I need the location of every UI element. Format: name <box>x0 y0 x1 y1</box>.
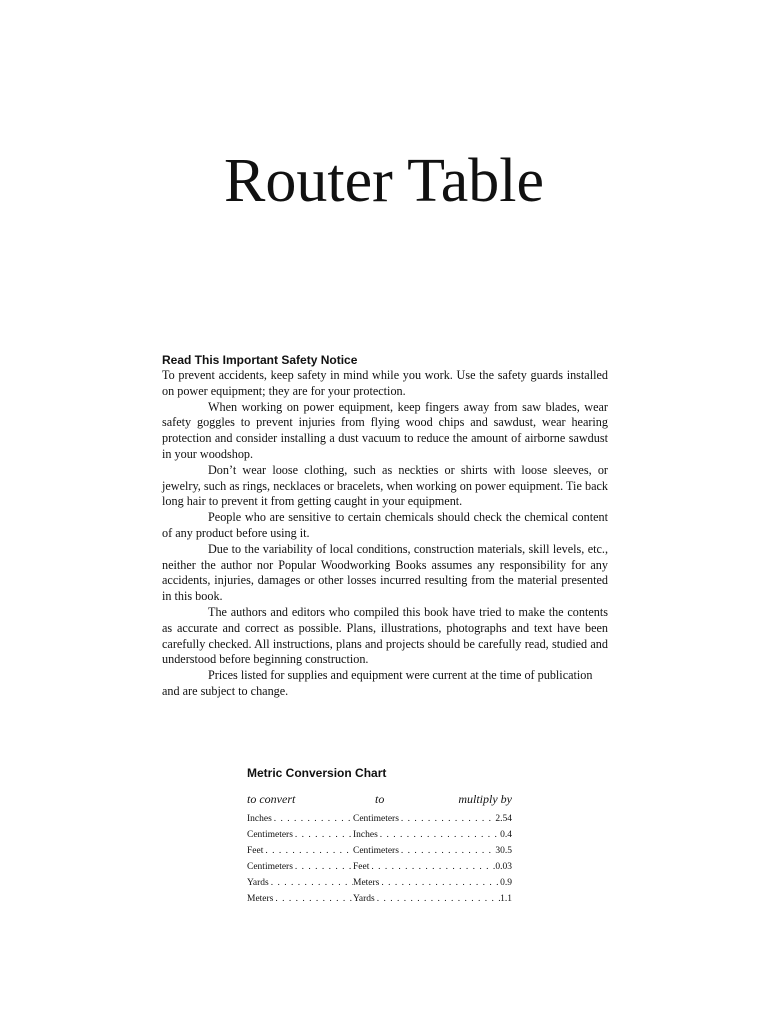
conversion-factor: 2.54 <box>495 814 512 824</box>
safety-notice-heading: Read This Important Safety Notice <box>162 353 358 367</box>
safety-paragraph: To prevent accidents, keep safety in mind while you work. Use the safety guards installed on power equipment; they are for your protection. <box>162 368 608 398</box>
conversion-to-unit: Feet <box>353 862 370 872</box>
conversion-row <box>247 875 512 891</box>
safety-paragraph: The authors and editors who compiled this book have tried to make the contents as accurate and correct as possible. Plans, illustrations, photographs and text have been carefully checked. All instructions, plans and projects should be carefully read, studied and understood before beginning construction. <box>162 604 608 667</box>
conversion-row <box>247 843 512 859</box>
conversion-from-unit: Yards <box>247 878 269 888</box>
leader-dots <box>399 811 495 827</box>
conversion-from-unit: Centimeters <box>247 862 293 872</box>
conversion-to-unit: Inches <box>353 830 378 840</box>
page-title: Router Table <box>224 147 544 215</box>
conversion-factor: 30.5 <box>495 846 512 856</box>
safety-paragraph: Prices listed for supplies and equipment were current at the time of publication and are subject to change. <box>162 668 593 698</box>
conversion-row <box>247 827 512 843</box>
column-header-to: to <box>375 792 385 806</box>
safety-paragraph: When working on power equipment, keep fingers away from saw blades, wear safety goggles to prevent injuries from flying wood chips and sawdust, wear hearing protection and consider installing a dust vacuum to reduce the amount of airborne sawdust in your woodshop. <box>162 399 608 461</box>
leader-dots <box>378 827 500 843</box>
conversion-from-unit: Meters <box>247 894 274 904</box>
conversion-factor: 1.1 <box>500 894 512 904</box>
conversion-to-unit: Centimeters <box>353 846 399 856</box>
leader-dots <box>272 811 353 827</box>
conversion-factor: 0.4 <box>500 830 512 840</box>
conversion-from-unit: Centimeters <box>247 830 293 840</box>
leader-dots <box>399 843 495 859</box>
conversion-from-unit: Inches <box>247 814 272 824</box>
leader-dots <box>369 859 495 875</box>
safety-paragraph: Don’t wear loose clothing, such as neckties or shirts with loose sleeves, or jewelry, such as rings, necklaces or bracelets, when working on power equipment. Tie back long hair to prevent it from getting caught in your equipment. <box>162 462 608 509</box>
conversion-factor: 0.03 <box>495 862 512 872</box>
leader-dots <box>379 875 500 891</box>
metric-chart-heading: Metric Conversion Chart <box>247 766 387 780</box>
leader-dots <box>269 875 353 891</box>
leader-dots <box>293 827 353 843</box>
conversion-to-unit: Meters <box>353 878 380 888</box>
conversion-row <box>247 891 512 907</box>
conversion-to-unit: Yards <box>353 894 375 904</box>
safety-notice <box>162 352 608 700</box>
conversion-row <box>247 811 512 827</box>
conversion-from-unit: Feet <box>247 846 264 856</box>
leader-dots <box>273 891 353 907</box>
conversion-to-unit: Centimeters <box>353 814 399 824</box>
safety-paragraph: Due to the variability of local conditions, construction materials, skill levels, etc., neither the author nor Popular Woodworking Books assumes any responsibility for any accidents, injuries, damages or other losses incurred resulting from the material presented in this book. <box>162 541 608 604</box>
metric-chart-column-headers <box>247 791 512 807</box>
column-header-multiply-by: multiply by <box>458 792 512 806</box>
safety-paragraph: People who are sensitive to certain chemicals should check the chemical content of any product before using it. <box>162 510 608 540</box>
leader-dots <box>293 859 353 875</box>
conversion-factor: 0.9 <box>500 878 512 888</box>
safety-notice-body <box>162 368 608 700</box>
metric-conversion-chart <box>247 765 512 907</box>
column-header-to-convert: to convert <box>247 792 296 806</box>
leader-dots <box>263 843 353 859</box>
conversion-row <box>247 859 512 875</box>
leader-dots <box>375 891 500 907</box>
